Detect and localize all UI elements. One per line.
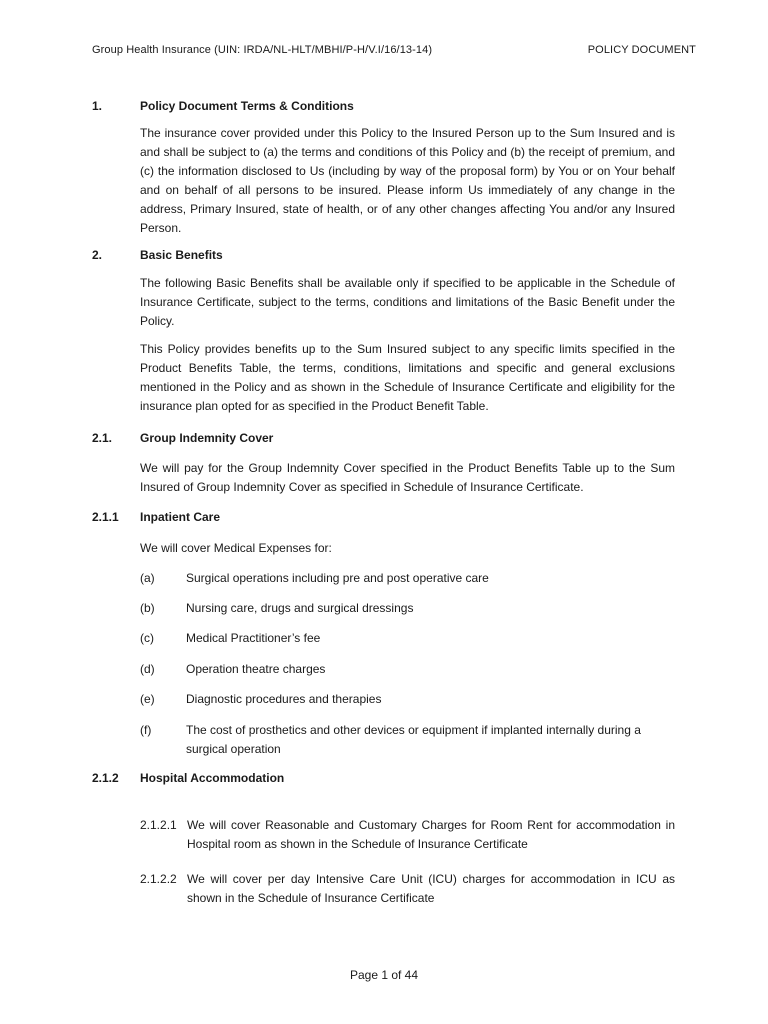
section-2-1-2-heading: Hospital Accommodation bbox=[140, 771, 285, 785]
list-item-label: (f) bbox=[140, 723, 152, 737]
header-doc-type: POLICY DOCUMENT bbox=[587, 44, 696, 56]
section-2-1-heading: Group Indemnity Cover bbox=[140, 431, 274, 445]
section-2-1-2-number: 2.1.2 bbox=[92, 771, 119, 785]
page-header bbox=[92, 44, 696, 56]
list-item-text: Operation theatre charges bbox=[186, 662, 326, 676]
page-number: Page 1 of 44 bbox=[349, 968, 419, 982]
list-item-label: (c) bbox=[140, 631, 154, 645]
list-item-text: Medical Practitioner’s fee bbox=[186, 631, 321, 645]
list-item-text: Diagnostic procedures and therapies bbox=[186, 692, 382, 706]
section-2-1-number: 2.1. bbox=[92, 431, 113, 445]
list-item-text: The cost of prosthetics and other devices or equipment if implanted internally during a surgical operation bbox=[186, 723, 641, 756]
section-2-heading: Basic Benefits bbox=[140, 248, 223, 262]
list-item-label: (d) bbox=[140, 662, 155, 676]
section-2-1-1-heading: Inpatient Care bbox=[140, 510, 221, 524]
section-2-1-1-intro: We will cover Medical Expenses for: bbox=[140, 541, 332, 555]
section-2-1-paragraph: We will pay for the Group Indemnity Cover specified in the Product Benefits Table up to the Sum Insured of Group Indemnity Cover as specified in Schedule of Insurance Certificate. bbox=[140, 461, 675, 494]
section-1-number: 1. bbox=[92, 99, 103, 113]
section-2-number: 2. bbox=[92, 248, 103, 262]
section-1-heading: Policy Document Terms & Conditions bbox=[140, 99, 354, 113]
subsection-number: 2.1.2.2 bbox=[140, 872, 177, 886]
section-2-paragraph-1: The following Basic Benefits shall be available only if specified to be applicable in the Schedule of Insurance Certificate, subject to the terms, conditions and limitations of the Basic Benefit under the Policy. bbox=[140, 276, 675, 328]
header-title: Group Health Insurance (UIN: IRDA/NL-HLT/MBHI/P-H/V.I/16/13-14) bbox=[92, 44, 433, 56]
section-1-paragraph: The insurance cover provided under this Policy to the Insured Person up to the Sum Insured and is and shall be subject to (a) the terms and conditions of this Policy and (b) the receipt of premium, and (c) the information disclosed to Us (including by way of the proposal form) by You or on Your behalf and on behalf of all persons to be insured. Please inform Us immediately of any change in the address, Primary Insured, state of health, or of any other changes affecting You and/or any Insured Person. bbox=[140, 126, 675, 235]
subsection-text: We will cover Reasonable and Customary Charges for Room Rent for accommodation in Hospital room as shown in the Schedule of Insurance Certificate bbox=[187, 818, 675, 851]
subsection-text: We will cover per day Intensive Care Unit (ICU) charges for accommodation in ICU as shown in the Schedule of Insurance Certificate bbox=[187, 872, 675, 905]
list-item-text: Surgical operations including pre and post operative care bbox=[186, 571, 489, 585]
subsection-number: 2.1.2.1 bbox=[140, 818, 177, 832]
list-item-label: (a) bbox=[140, 571, 155, 585]
list-item-text: Nursing care, drugs and surgical dressings bbox=[186, 601, 414, 615]
list-item-label: (b) bbox=[140, 601, 155, 615]
list-item-label: (e) bbox=[140, 692, 155, 706]
section-2-1-1-number: 2.1.1 bbox=[92, 510, 119, 524]
section-2-paragraph-2: This Policy provides benefits up to the Sum Insured subject to any specific limits specified in the Product Benefits Table, the terms, conditions, limitations and specific and general exclusions mentioned in the Policy and as shown in the Schedule of Insurance Certificate and eligibility for the insurance plan opted for as specified in the Product Benefit Table. bbox=[140, 342, 675, 413]
